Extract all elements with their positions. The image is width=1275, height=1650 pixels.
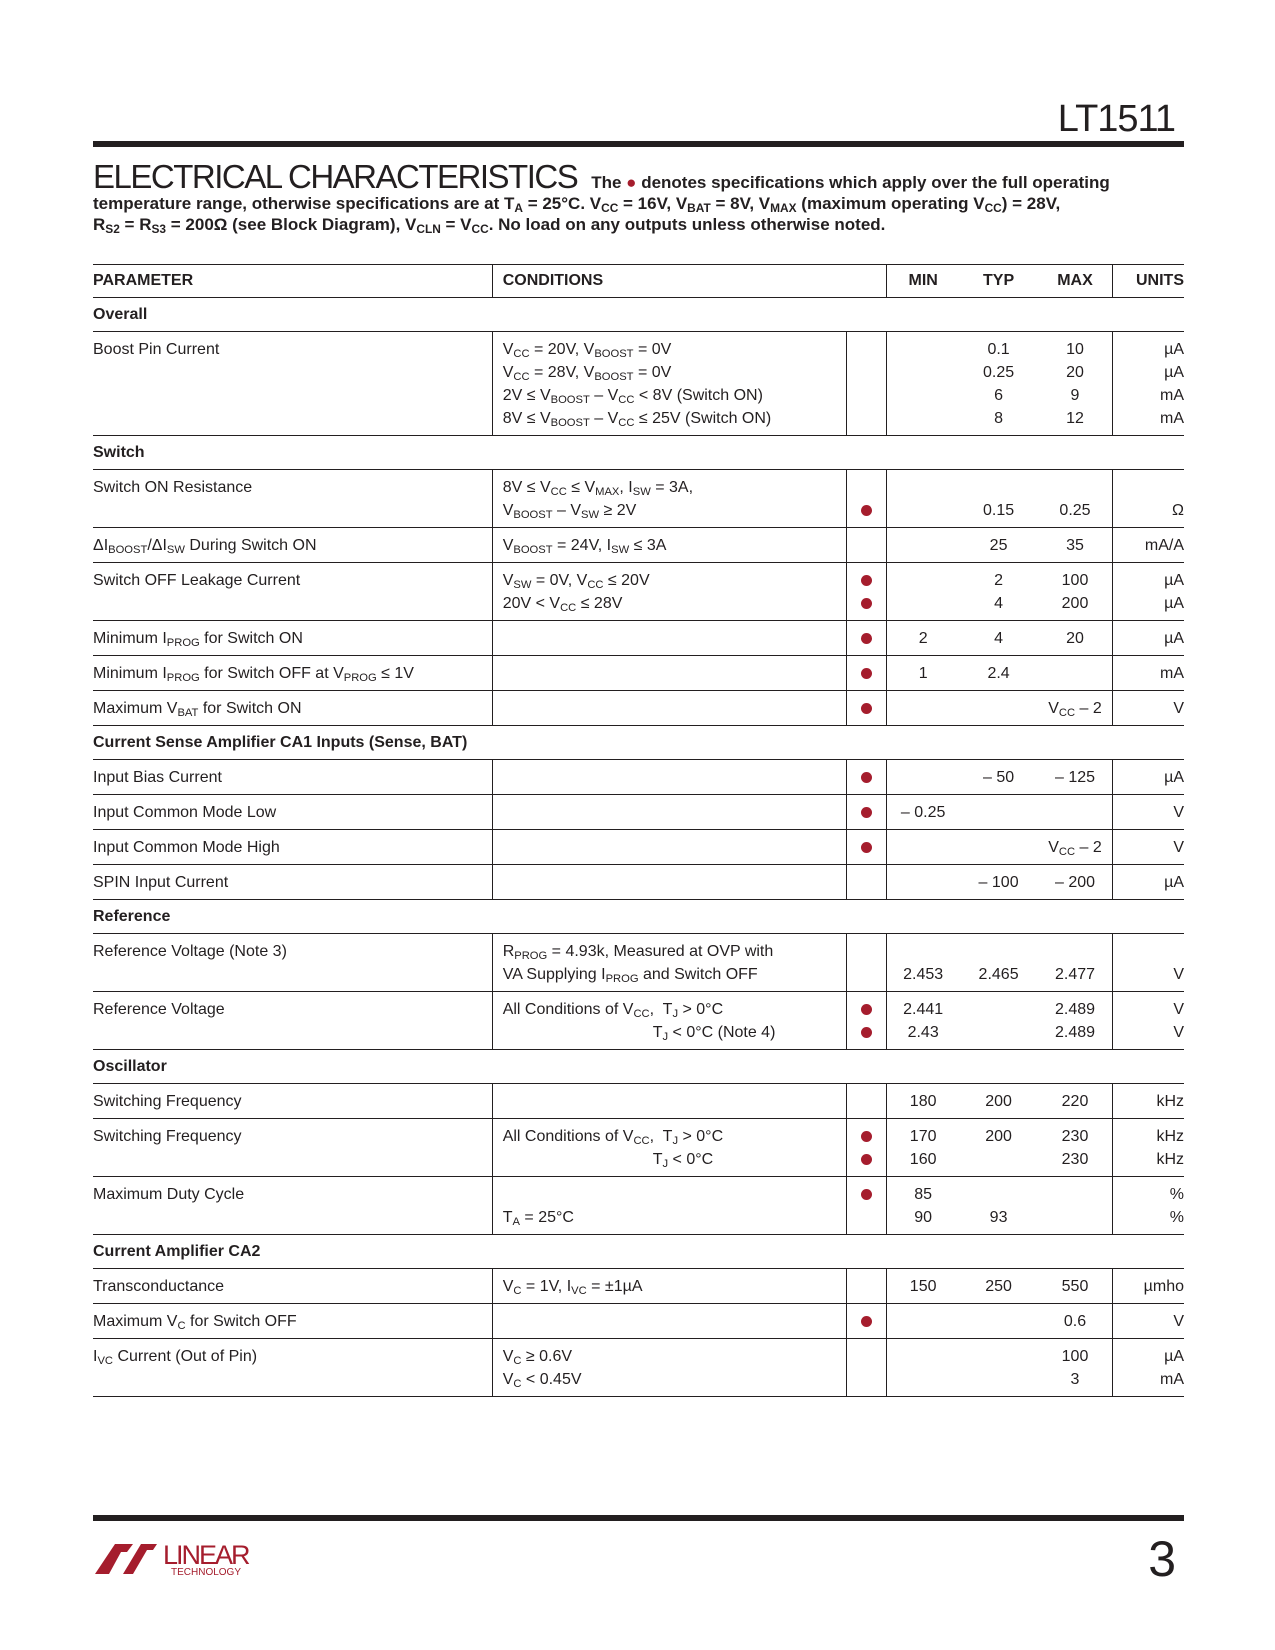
param: Switch ON Resistance <box>93 470 492 528</box>
conditions: $V_{CC} = 20V$, $V_{BOOST} = 0V$ $V_{CC} = 28V$, $V_{BOOST} = 0V$ $2V \le V_{BOOST} - V_{CC} < 8V$ (Switch ON) $8V \le V_{BOOST} - V_{CC} \le 25V$ (Switch ON) <box>492 332 847 436</box>
description-line1: denotes specifications which apply over the full operating <box>641 173 1110 192</box>
section-row <box>93 1050 1184 1084</box>
section-row <box>93 726 1184 760</box>
table-row: Reference Voltage (Note 3) $R_{PROG} = 4.93k$, Measured at OVP with VA Supplying $I_{PROG}$ and Switch OFF 2.453 2.465 2.477 V <box>93 934 1184 992</box>
conditions: $8V \le V_{CC} \le V_{MAX}$, $I_{SW} = 3A$, $V_{BOOST} - V_{SW} \ge 2V$ <box>492 470 847 528</box>
table-row: Minimum $I_{PROG}$ for Switch OFF at $V_{PROG} \le 1V$ 1 2.4 mA <box>93 656 1184 691</box>
full-range-dot-icon <box>861 807 872 818</box>
section-overall: Overall <box>93 298 1184 332</box>
param: $I_{VC}$ Current (Out of Pin) <box>93 1339 492 1397</box>
bottom-rule <box>93 1515 1184 1521</box>
table-row: Transconductance $V_C = 1V$, $I_{VC} = \pm 1\mu A$ 150 250 550 µmho <box>93 1269 1184 1304</box>
table-row: Reference Voltage All Conditions of $V_{CC}$, $T_J > 0^\circ C$ $T_J < 0^\circ C$ (Note 4) 2.441 2.43 2.489 2.489 V V <box>93 992 1184 1050</box>
table-row: Maximum $V_C$ for Switch OFF 0.6 V <box>93 1304 1184 1339</box>
table-row: SPIN Input Current – 100 – 200 µA <box>93 865 1184 900</box>
section-ca1: Current Sense Amplifier CA1 Inputs (Sense, BAT) <box>93 726 1184 760</box>
full-range-dot-icon <box>861 1189 872 1200</box>
col-units: UNITS <box>1113 265 1184 298</box>
description <box>93 158 1184 236</box>
table-row: Minimum $I_{PROG}$ for Switch ON 2 4 20 µA <box>93 621 1184 656</box>
param: Switch OFF Leakage Current <box>93 563 492 621</box>
section-header <box>93 158 1184 236</box>
page-number: 3 <box>1148 1531 1176 1587</box>
table-row: Input Common Mode Low – 0.25 V <box>93 795 1184 830</box>
full-range-dot-icon <box>861 1131 872 1142</box>
min <box>886 332 959 436</box>
max: 10 20 9 12 <box>1038 332 1113 436</box>
linear-technology-logo <box>93 1536 263 1578</box>
section-row <box>93 900 1184 934</box>
table-row: Input Common Mode High $V_{CC} - 2$ V <box>93 830 1184 865</box>
description-line2: temperature range, otherwise specifications are at $T_A = 25^\circ C$. $V_{CC} = 16V$, $V_{BAT} = 8V$, $V_{MAX}$ (maximum operating $V_{CC}) = 28V$, <box>93 194 1061 215</box>
table-header-row <box>93 265 1184 298</box>
table-row: $I_{VC}$ Current (Out of Pin) $V_C \ge 0.6V$ $V_C < 0.45V$ 100 3 µA mA <box>93 1339 1184 1397</box>
param: Reference Voltage (Note 3) <box>93 934 492 992</box>
section-title: ELECTRICAL CHARACTERISTICS <box>93 158 578 195</box>
param: Switching Frequency <box>93 1084 492 1119</box>
param: Reference Voltage <box>93 992 492 1050</box>
table-row: Switch ON Resistance $8V \le V_{CC} \le V_{MAX}$, $I_{SW} = 3A$, $V_{BOOST} - V_{SW} \ge 2V$ 0.15 0.25 Ω <box>93 470 1184 528</box>
col-conditions: CONDITIONS <box>492 265 886 298</box>
svg-text:TECHNOLOGY: TECHNOLOGY <box>171 1567 242 1578</box>
description-line3: $R_{S2} = R_{S3} = 200\Omega$ (see Block Diagram), $V_{CLN} = V_{CC}$. No load on any outputs unless otherwise noted. <box>93 215 886 236</box>
section-switch: Switch <box>93 436 1184 470</box>
full-range-dot-icon <box>861 772 872 783</box>
section-reference: Reference <box>93 900 1184 934</box>
table-row: Input Bias Current – 50 – 125 µA <box>93 760 1184 795</box>
table-row: Maximum $V_{BAT}$ for Switch ON $V_{CC} - 2$ V <box>93 691 1184 726</box>
col-min: MIN <box>886 265 959 298</box>
param: Transconductance <box>93 1269 492 1304</box>
param: Maximum Duty Cycle <box>93 1177 492 1235</box>
table-row: Switch OFF Leakage Current $V_{SW} = 0V$, $V_{CC} \le 20V$ $20V < V_{CC} \le 28V$ 2 4 100 200 µA µA <box>93 563 1184 621</box>
param: Minimum $I_{PROG}$ for Switch OFF at $V_{PROG} \le 1V$ <box>93 656 492 691</box>
section-oscillator: Oscillator <box>93 1050 1184 1084</box>
full-range-dot-icon <box>861 633 872 644</box>
section-ca2: Current Amplifier CA2 <box>93 1235 1184 1269</box>
full-range-dot-icon <box>861 1316 872 1327</box>
full-range-dot-icon <box>861 575 872 586</box>
full-range-dot-icon <box>861 842 872 853</box>
description-pre: The <box>591 173 622 192</box>
param: Maximum $V_C$ for Switch OFF <box>93 1304 492 1339</box>
param: Boost Pin Current <box>93 332 492 436</box>
table-row: Switching Frequency All Conditions of $V_{CC}$, $T_J > 0^\circ C$ $T_J < 0^\circ C$ 170 160 200 230 230 kHz kHz <box>93 1119 1184 1177</box>
typ: 0.1 0.25 6 8 <box>959 332 1037 436</box>
full-range-dot-icon <box>861 598 872 609</box>
svg-text:LINEAR: LINEAR <box>163 1540 249 1570</box>
table-row: Switching Frequency 180 200 220 kHz <box>93 1084 1184 1119</box>
col-max: MAX <box>1038 265 1113 298</box>
full-range-dot-icon <box>861 1154 872 1165</box>
full-range-dot-icon <box>861 1004 872 1015</box>
param: Input Common Mode Low <box>93 795 492 830</box>
table-row: Maximum Duty Cycle $T_A = 25^\circ C$ 85 90 93 % % <box>93 1177 1184 1235</box>
units: µA µA mA mA <box>1113 332 1184 436</box>
electrical-characteristics-table <box>93 264 1184 1397</box>
table-row <box>93 332 1184 436</box>
param: Input Common Mode High <box>93 830 492 865</box>
full-range-dot-icon <box>861 668 872 679</box>
full-range-dot-icon <box>861 505 872 516</box>
part-number: LT1511 <box>1057 98 1175 140</box>
param: Maximum $V_{BAT}$ for Switch ON <box>93 691 492 726</box>
param: $\Delta I_{BOOST}/\Delta I_{SW}$ During Switch ON <box>93 528 492 563</box>
section-row <box>93 1235 1184 1269</box>
section-row <box>93 298 1184 332</box>
param: Switching Frequency <box>93 1119 492 1177</box>
full-range-dot-icon <box>861 703 872 714</box>
full-range-dot-icon: ● <box>626 173 637 192</box>
param: Input Bias Current <box>93 760 492 795</box>
section-row <box>93 436 1184 470</box>
col-typ: TYP <box>959 265 1037 298</box>
table-row: $\Delta I_{BOOST}/\Delta I_{SW}$ During Switch ON $V_{BOOST} = 24V$, $I_{SW} \le 3A$ 25 35 mA/A <box>93 528 1184 563</box>
col-parameter: PARAMETER <box>93 265 492 298</box>
param: SPIN Input Current <box>93 865 492 900</box>
top-rule <box>93 141 1184 147</box>
param: Minimum $I_{PROG}$ for Switch ON <box>93 621 492 656</box>
full-range-dot-icon <box>861 1027 872 1038</box>
